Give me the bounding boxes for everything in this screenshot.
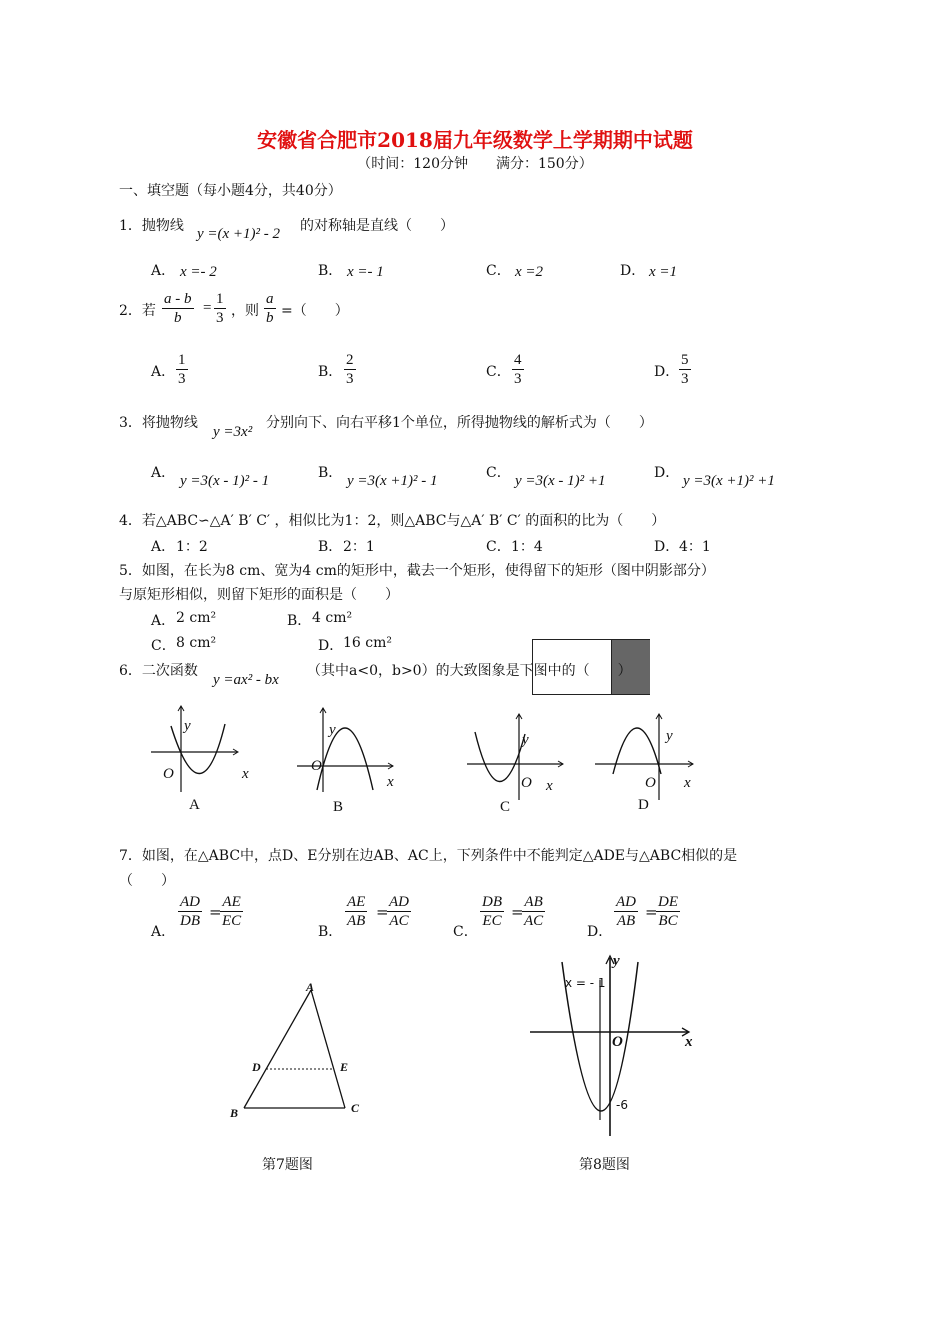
q7-line-1: 7．如图，在△ABC中，点D、E分别在边AB、AC上，下列条件中不能判定△ADE与△ABC相似的是	[119, 848, 738, 864]
q7-option-d-eq: =	[645, 903, 658, 921]
q4-stem: 4．若△ABC∽△A′ B′ C′ ，相似比为1：2，则△ABC与△A′ B′ C′ 的面积的比为（ ）	[119, 513, 666, 529]
q8-figure-caption: 第8题图	[579, 1157, 630, 1173]
q8-origin: O	[612, 1034, 623, 1050]
q2-option-b-den: 3	[346, 371, 354, 387]
q7-a-d1: DB	[180, 913, 200, 929]
q2-option-c-num: 4	[514, 352, 522, 368]
q4-option-c-value: 1：4	[511, 539, 543, 555]
q2-option-d-label[interactable]: D．	[654, 364, 680, 380]
q7-option-b-label[interactable]: B．	[318, 924, 343, 940]
q8-x-label: x	[685, 1034, 693, 1050]
q5-option-b-label[interactable]: B．	[287, 613, 312, 629]
q7-b-n1: AE	[347, 894, 366, 910]
q3-stem-post: 分别向下、向右平移1个单位，所得抛物线的解析式为（ ）	[266, 415, 653, 431]
q7-c-d1: EC	[482, 913, 502, 929]
q6-graph-c-y-label: y	[522, 732, 529, 748]
q7-c-d2: AC	[524, 913, 544, 929]
q7-a-d2: EC	[222, 913, 242, 929]
q6-graph-a-caption: A	[189, 797, 200, 813]
q5-line-1: 5．如图，在长为8 cm、宽为4 cm的矩形中，截去一个矩形，使得留下的矩形（图中阴影部分）	[119, 563, 715, 579]
q6-graph-c	[465, 712, 575, 802]
q2-option-d-den: 3	[681, 371, 689, 387]
page-title: 安徽省合肥市2018届九年级数学上学期期中试题	[257, 128, 693, 152]
q2-option-c-label[interactable]: C．	[486, 364, 511, 380]
q7-option-a-label[interactable]: A．	[151, 924, 176, 940]
q7-option-a-frac-1	[178, 893, 202, 930]
q7-d-d2: BC	[658, 913, 678, 929]
q3-option-c-value: y =3(x - 1)² +1	[515, 473, 606, 489]
q2-stem-post: =（ ）	[281, 303, 349, 319]
q7-d-n2: DE	[658, 894, 678, 910]
q7-triangle-figure	[225, 980, 365, 1120]
q2-option-c-frac	[512, 351, 524, 388]
q6-graph-a-origin: O	[163, 766, 174, 782]
section-heading: 一、填空题（每小题4分，共40分）	[119, 183, 342, 199]
q6-graph-c-origin: O	[521, 775, 532, 791]
q5-option-b-value: 4 cm²	[312, 610, 353, 626]
q1-option-b-value: x =- 1	[347, 264, 384, 280]
q7-vertex-b: B	[230, 1106, 239, 1120]
q7-option-b-frac-1	[345, 893, 367, 930]
q7-option-d-label[interactable]: D．	[587, 924, 613, 940]
q6-graph-d-x-label: x	[684, 775, 691, 791]
q7-point-e: E	[340, 1060, 349, 1074]
q6-graph-d-caption: D	[638, 797, 649, 813]
q2-option-a-num: 1	[178, 352, 186, 368]
q1-option-b-label[interactable]: B．	[318, 263, 343, 279]
q2-frac2-num: 1	[216, 291, 224, 307]
q7-option-d-frac-2	[656, 893, 680, 930]
q6-graph-a	[145, 704, 255, 794]
q2-option-a-label[interactable]: A．	[151, 364, 176, 380]
q7-vertex-c: C	[351, 1101, 360, 1115]
q7-option-c-frac-2	[522, 893, 545, 930]
q5-option-a-value: 2 cm²	[176, 610, 217, 626]
q3-expr: y =3x²	[213, 424, 253, 440]
q2-eq: =	[203, 300, 212, 316]
q7-d-n1: AD	[616, 894, 636, 910]
q1-stem-post: 的对称轴是直线（ ）	[300, 218, 454, 234]
q2-frac3-num: a	[266, 291, 274, 307]
q3-option-d-value: y =3(x +1)² +1	[683, 473, 775, 489]
q6-expr: y =ax² - bx	[213, 672, 279, 688]
q4-option-d-label[interactable]: D．	[654, 539, 680, 555]
q7-point-d: D	[252, 1060, 261, 1074]
q6-graph-b-caption: B	[333, 799, 344, 815]
q7-c-n1: DB	[482, 894, 502, 910]
q2-option-c-den: 3	[514, 371, 522, 387]
q2-fraction-1	[162, 290, 194, 327]
q5-option-a-label[interactable]: A．	[151, 613, 176, 629]
q6-stem-pre: 6．二次函数	[119, 663, 198, 679]
q2-frac2-den: 3	[216, 310, 224, 326]
q4-option-d-value: 4：1	[679, 539, 711, 555]
q7-option-c-label[interactable]: C．	[453, 924, 478, 940]
q7-a-n1: AD	[180, 894, 200, 910]
q1-option-c-label[interactable]: C．	[486, 263, 511, 279]
q2-frac1-num: a - b	[164, 291, 192, 307]
q7-option-c-eq: =	[511, 903, 524, 921]
q1-option-a-value: x =- 2	[180, 264, 217, 280]
q1-option-d-label[interactable]: D．	[620, 263, 646, 279]
q3-option-c-label[interactable]: C．	[486, 465, 511, 481]
q6-graph-b-origin: O	[311, 758, 322, 774]
q6-graph-c-caption: C	[500, 799, 511, 815]
q6-graph-d-origin: O	[645, 775, 656, 791]
q7-option-d-frac-1	[614, 893, 638, 930]
exam-info: （时间：120分钟 满分：150分）	[357, 156, 593, 172]
q2-option-a-den: 3	[178, 371, 186, 387]
q7-a-n2: AE	[220, 893, 243, 912]
q4-option-a-label[interactable]: A．	[151, 539, 176, 555]
q2-option-b-num: 2	[346, 352, 354, 368]
q7-d-d1: AB	[616, 913, 636, 929]
q3-option-b-label[interactable]: B．	[318, 465, 343, 481]
q7-option-a-eq: =	[209, 903, 222, 921]
q2-mid: ，则	[231, 303, 259, 319]
q7-b-d2: AC	[389, 913, 409, 929]
q2-option-b-frac	[344, 351, 356, 388]
q2-fraction-2	[214, 290, 226, 327]
q5-option-c-value: 8 cm²	[176, 635, 217, 651]
q6-graph-b-x-label: x	[387, 774, 394, 790]
q7-option-a-frac-2	[220, 893, 243, 930]
q2-fraction-3	[264, 290, 276, 327]
q4-option-b-value: 2：1	[343, 539, 375, 555]
q1-option-c-value: x =2	[515, 264, 544, 280]
q4-option-c-label[interactable]: C．	[486, 539, 511, 555]
q6-graph-c-x-label: x	[546, 778, 553, 794]
q4-option-a-value: 1：2	[176, 539, 208, 555]
q8-symmetry-axis-label: x = - 1	[565, 976, 606, 990]
q7-vertex-a: A	[306, 980, 315, 994]
q5-option-d-label[interactable]: D．	[318, 638, 344, 654]
q3-option-b-value: y =3(x +1)² - 1	[347, 473, 438, 489]
q7-option-b-eq: =	[376, 903, 389, 921]
q2-frac1-den: b	[174, 310, 182, 326]
q7-figure-caption: 第7题图	[262, 1157, 313, 1173]
q6-stem-post: （其中a<0，b>0）的大致图象是下图中的（ ）	[307, 663, 632, 679]
q5-line-2: 与原矩形相似，则留下矩形的面积是（ ）	[119, 587, 399, 603]
q3-stem-pre: 3．将抛物线	[119, 415, 198, 431]
q1-option-d-value: x =1	[649, 264, 678, 280]
q7-c-n2: AB	[522, 893, 545, 912]
q2-stem-pre: 2．若	[119, 303, 156, 319]
q2-option-d-num: 5	[681, 352, 689, 368]
q1-stem-pre: 1．抛物线	[119, 218, 184, 234]
q5-option-d-value: 16 cm²	[343, 635, 392, 651]
q6-graph-a-y-label: y	[184, 718, 191, 734]
q6-graph-b-y-label: y	[329, 722, 336, 738]
q8-vertex-value: -6	[616, 1098, 628, 1112]
q7-b-d1: AB	[347, 913, 366, 929]
q8-y-label: y	[613, 953, 620, 969]
q7-option-c-frac-1	[480, 893, 504, 930]
q1-expr: y =(x +1)² - 2	[197, 226, 281, 242]
q7-b-n2: AD	[389, 894, 409, 910]
q7-option-b-frac-2	[387, 893, 411, 930]
q2-option-b-label[interactable]: B．	[318, 364, 343, 380]
q6-graph-d-y-label: y	[666, 728, 673, 744]
q1-option-a-label[interactable]: A．	[151, 263, 176, 279]
q3-option-a-value: y =3(x - 1)² - 1	[180, 473, 270, 489]
q5-option-c-label[interactable]: C．	[151, 638, 176, 654]
q4-option-b-label[interactable]: B．	[318, 539, 343, 555]
q6-graph-a-x-label: x	[242, 766, 249, 782]
q2-option-a-frac	[176, 351, 188, 388]
q7-line-2: （ ）	[119, 873, 175, 889]
q2-frac3-den: b	[266, 310, 274, 326]
q3-option-d-label[interactable]: D．	[654, 465, 680, 481]
q2-option-d-frac	[679, 351, 691, 388]
q3-option-a-label[interactable]: A．	[151, 465, 176, 481]
